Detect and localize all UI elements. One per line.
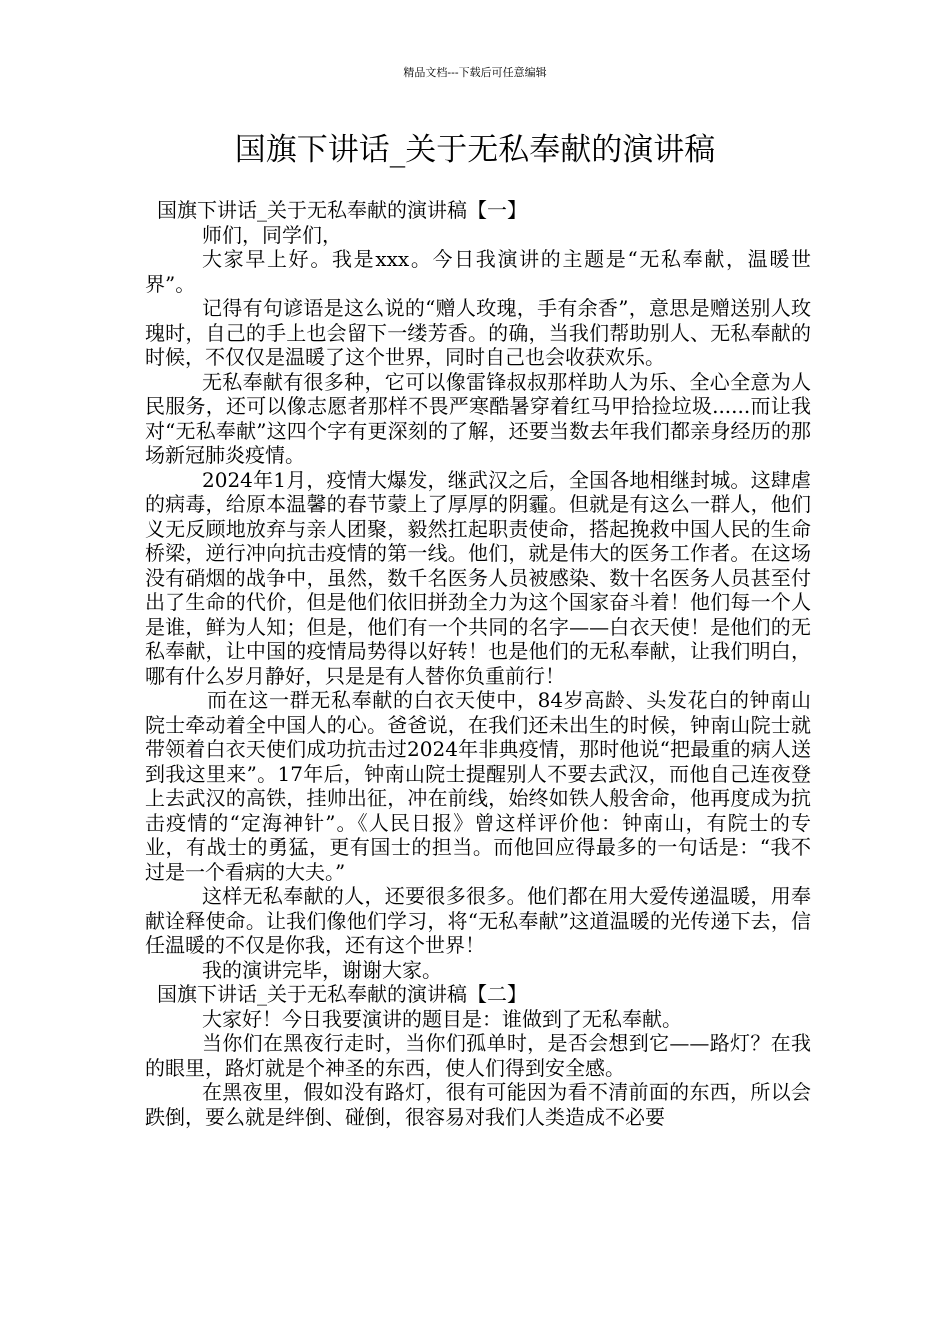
section-heading-1: 国旗下讲话_关于无私奉献的演讲稿【一】	[157, 198, 527, 222]
paragraph: 这样无私奉献的人，还要很多很多。他们都在用大爱传递温暖，用奉献诠释使命。让我们像他们学习，将“无私奉献”这道温暖的光传递下去，信任温暖的不仅是你我，还有这个世界！	[145, 884, 811, 957]
paragraph: 而在这一群无私奉献的白衣天使中，84岁高龄、头发花白的钟南山院士牵动着全中国人的心。爸爸说，在我们还未出生的时候，钟南山院士就带领着白衣天使们成功抗击过2024年非典疫情，那时他说“把最重的病人送到我这里来”。17年后，钟南山院士提醒别人不要去武汉，而他自己连夜登上去武汉的高铁，挂帅出征，冲在前线，始终如铁人般舍命，他再度成为抗击疫情的“定海神针”。《人民日报》曾这样评价他：钟南山，有院士的专业，有战士的勇猛，更有国士的担当。而他回应得最多的一句话是：“我不过是一个看病的大夫。”	[145, 688, 811, 884]
paragraph: 当你们在黑夜行走时，当你们孤单时，是否会想到它——路灯？在我的眼里，路灯就是个神圣的东西，使人们得到安全感。	[145, 1031, 811, 1080]
document-title: 国旗下讲话_关于无私奉献的演讲稿	[234, 132, 716, 168]
paragraph: 我的演讲完毕，谢谢大家。	[202, 957, 442, 982]
paragraph: 2024年1月，疫情大爆发，继武汉之后，全国各地相继封城。这肆虐的病毒，给原本温馨的春节蒙上了厚厚的阴霾。但就是有这么一群人，他们义无反顾地放弃与亲人团聚，毅然扛起职责使命，搭起挽救中国人民的生命桥梁，逆行冲向抗击疫情的第一线。他们，就是伟大的医务工作者。在这场没有硝烟的战争中，虽然，数千名医务人员被感染、数十名医务人员甚至付出了生命的代价，但是他们依旧拼劲全力为这个国家奋斗着！他们每一个人是谁，鲜为人知；但是，他们有一个共同的名字——白衣天使！是他们的无私奉献，让中国的疫情局势得以好转！也是他们的无私奉献，让我们明白，哪有什么岁月静好，只是是有人替你负重前行！	[145, 467, 811, 688]
paragraph: 大家好！今日我要演讲的题目是：谁做到了无私奉献。	[202, 1006, 682, 1031]
salutation: 师们，同学们，	[202, 222, 342, 247]
page-header: 精品文档---下载后可任意编辑	[403, 66, 547, 79]
paragraph: 记得有句谚语是这么说的“赠人玫瑰，手有余香”，意思是赠送别人玫瑰时，自己的手上也会留下一缕芳香。的确，当我们帮助别人、无私奉献的时候，不仅仅是温暖了这个世界，同时自己也会收获欢乐。	[145, 296, 811, 369]
document-body	[145, 198, 811, 1129]
paragraph: 大家早上好。我是xxx。今日我演讲的主题是“无私奉献，温暖世界”。	[145, 247, 811, 296]
paragraph: 无私奉献有很多种，它可以像雷锋叔叔那样助人为乐、全心全意为人民服务，还可以像志愿者那样不畏严寒酷暑穿着红马甲拾捡垃圾......而让我对“无私奉献”这四个字有更深刻的了解，还要当数去年我们都亲身经历的那场新冠肺炎疫情。	[145, 369, 811, 467]
paragraph: 在黑夜里，假如没有路灯，很有可能因为看不清前面的东西，所以会跌倒，要么就是绊倒、碰倒，很容易对我们人类造成不必要	[145, 1080, 811, 1129]
section-heading-2: 国旗下讲话_关于无私奉献的演讲稿【二】	[157, 982, 527, 1006]
